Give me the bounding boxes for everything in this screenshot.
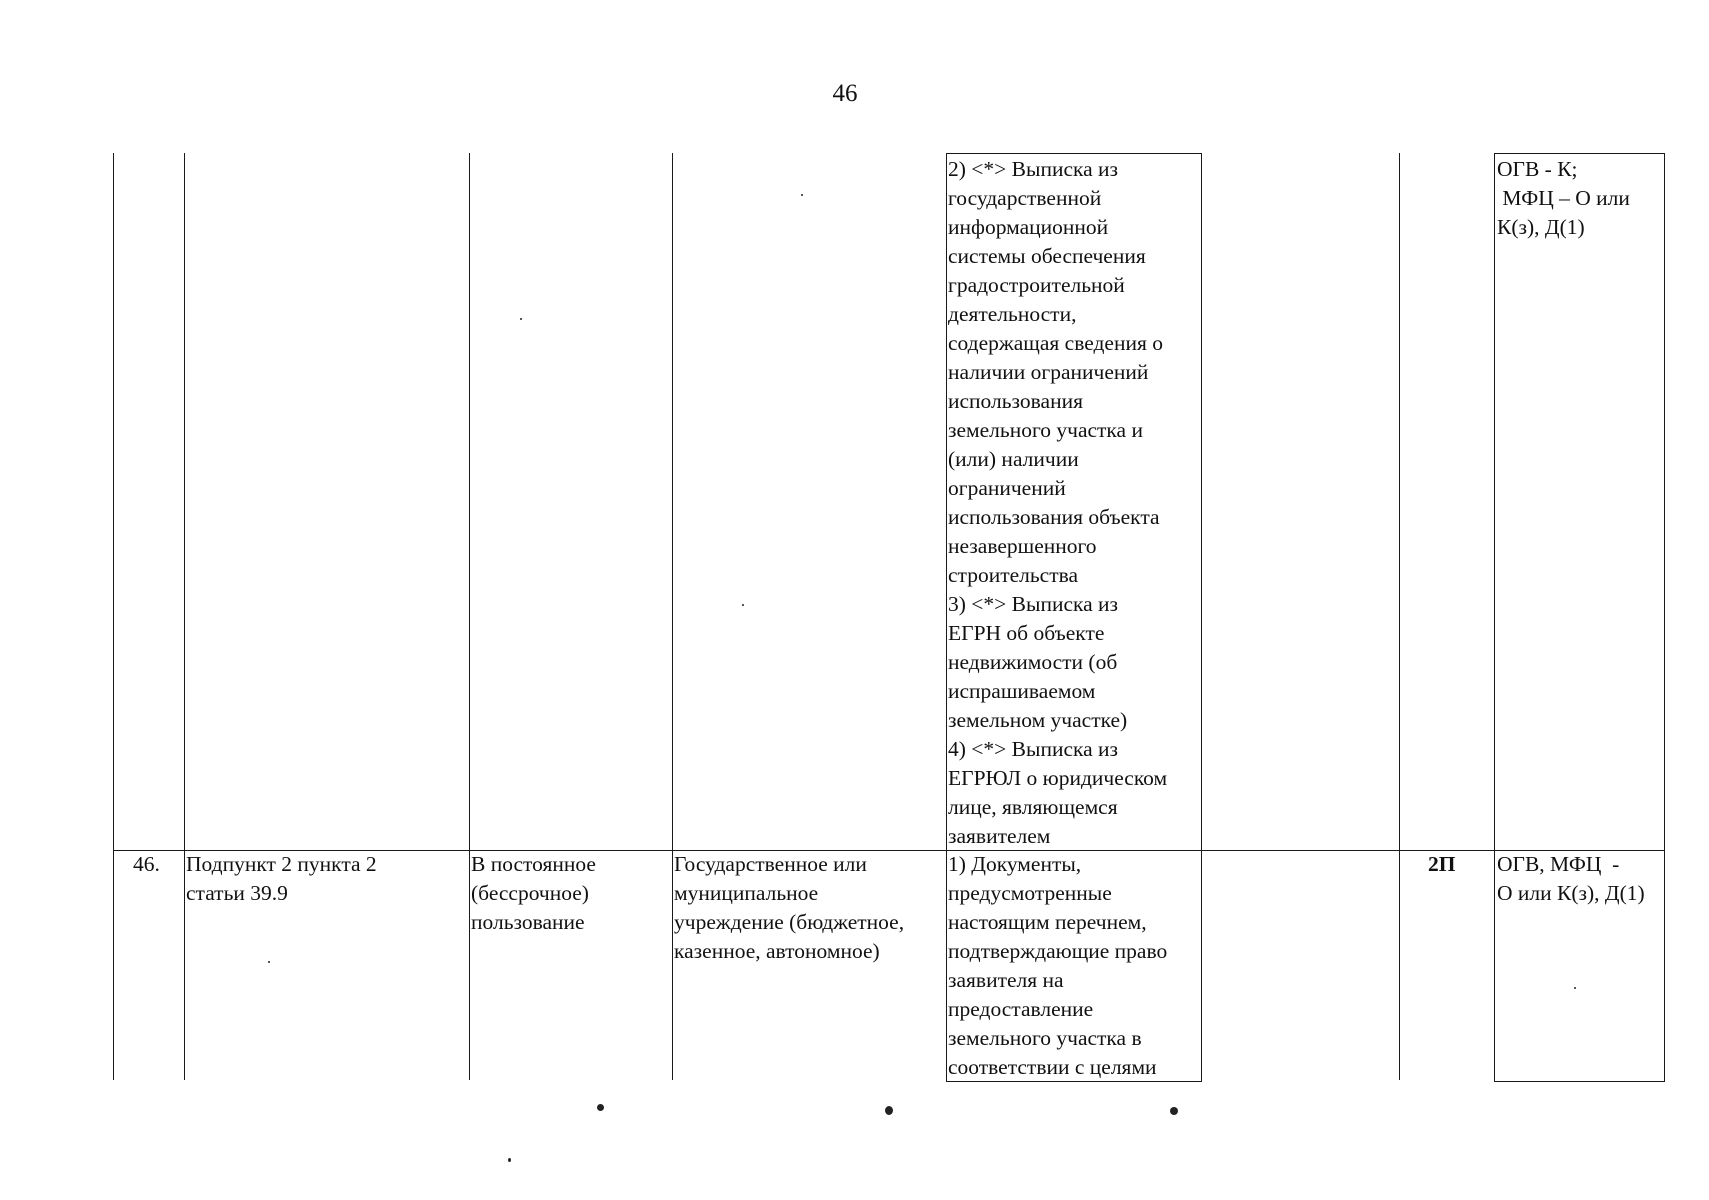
page-number: 46 xyxy=(832,80,858,107)
column-divider-code-right xyxy=(1494,153,1495,1082)
row-number-cell: 46. xyxy=(133,852,160,876)
scan-speck xyxy=(801,194,803,196)
form-cell-bottom-border xyxy=(1494,1081,1665,1082)
column-divider-right-type xyxy=(672,153,673,1080)
scan-speck xyxy=(520,318,522,320)
scan-speck xyxy=(1170,1107,1178,1115)
scan-speck xyxy=(742,604,744,606)
documents-cell-top-border xyxy=(946,153,1202,154)
documents-cell: 1) Документы, предусмотренные настоящим перечнем, подтверждающие право заявителя на предоставление земельного участка в соответствии с целями xyxy=(948,852,1168,1079)
column-divider-basis xyxy=(469,153,470,1080)
code-cell: 2П xyxy=(1428,852,1456,876)
column-divider-number xyxy=(184,153,185,1080)
column-divider-applicant xyxy=(946,153,947,1082)
applicant-cell: Государственное или муниципальное учреждение (бюджетное, казенное, автономное) xyxy=(674,852,905,963)
right-type-cell: В постоянное (бессрочное) пользование xyxy=(471,852,596,934)
form-cell-top-border xyxy=(1494,153,1665,154)
scan-speck xyxy=(597,1104,604,1111)
scan-speck xyxy=(885,1106,893,1115)
continuation-documents-cell: 2) <*> Выписка из государственной информационной системы обеспечения градостроительной деятельности, содержащая сведения о наличии ограничений использования земельного участка и (или) наличии ограничений использования объекта незавершенного строительства 3) <*> Выписка из ЕГРН об объекте недвижимости (об испрашиваемом земельном участке) 4) <*> Выписка из ЕГРЮЛ о юридическом лице, являющемся заявителем xyxy=(948,157,1168,848)
form-cell: ОГВ, МФЦ - О или К(з), Д(1) xyxy=(1497,852,1645,905)
column-divider-code-left xyxy=(1399,153,1400,1080)
table-border-right xyxy=(1664,153,1665,1082)
scan-speck xyxy=(508,1158,511,1162)
basis-cell: Подпункт 2 пункта 2 статьи 39.9 xyxy=(186,852,377,905)
continuation-form-cell: ОГВ - К; МФЦ – О или К(з), Д(1) xyxy=(1497,157,1630,239)
scan-speck xyxy=(268,961,270,963)
scan-speck xyxy=(1574,987,1576,989)
column-divider-documents xyxy=(1201,153,1202,1082)
table-border-left xyxy=(113,153,114,1080)
